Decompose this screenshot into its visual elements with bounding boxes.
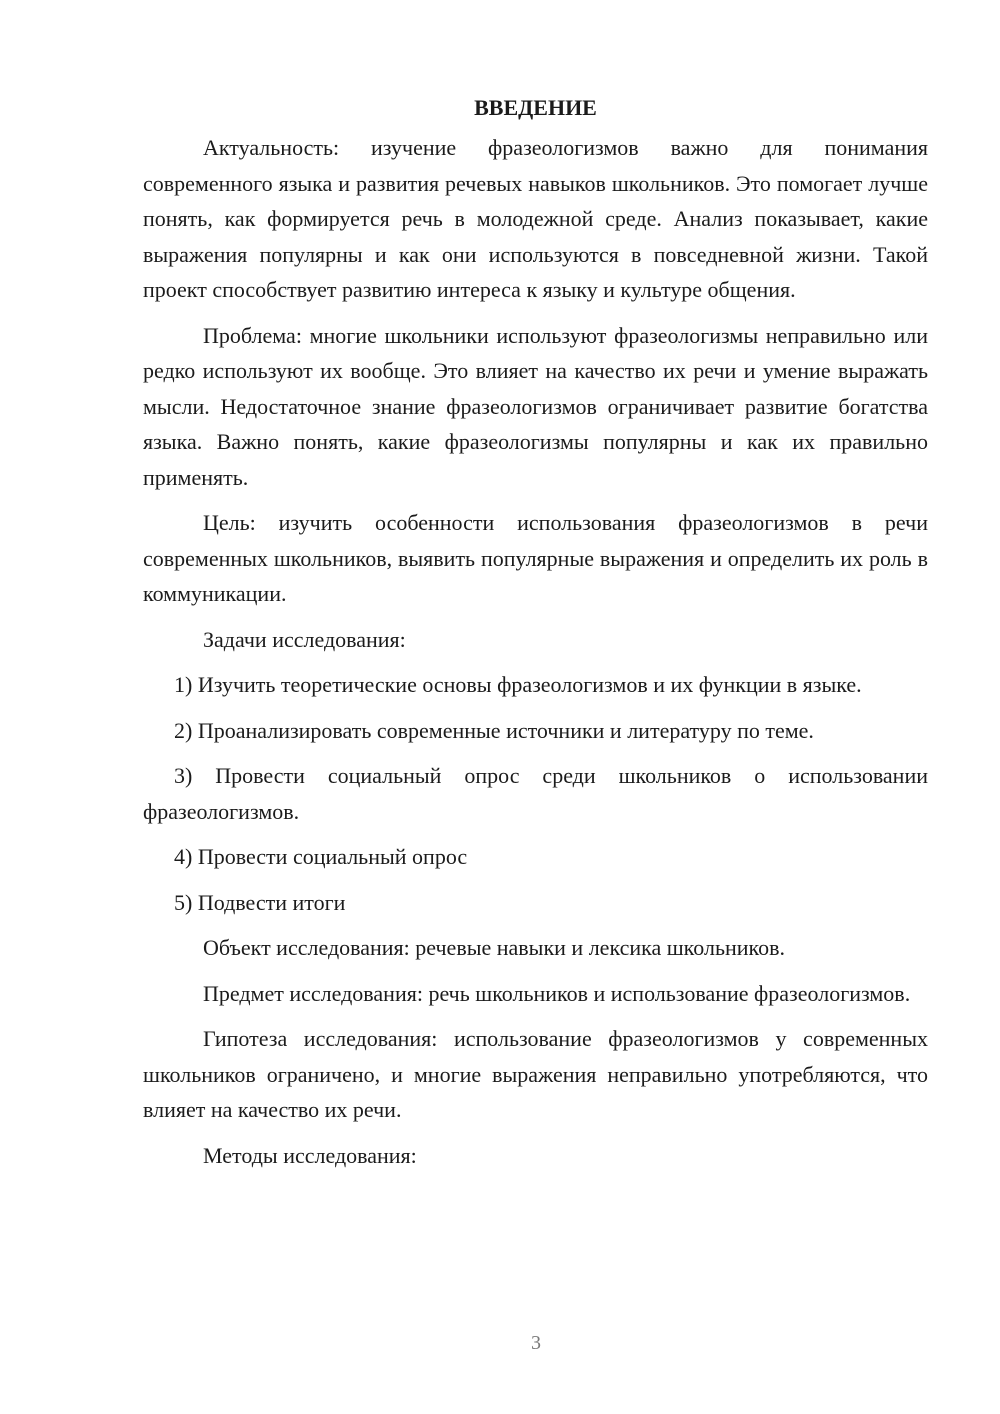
task-item: 4) Провести социальный опрос <box>174 844 468 869</box>
object-paragraph: Объект исследования: речевые навыки и лексика школьников. <box>203 935 785 960</box>
task-item: 3) Провести социальный опрос среди школьников о использовании фразеологизмов. <box>143 763 928 824</box>
document-page <box>143 90 928 1183</box>
task-item: 1) Изучить теоретические основы фразеологизмов и их функции в языке. <box>174 672 862 697</box>
page-title: ВВЕДЕНИЕ <box>474 95 597 120</box>
task-item: 2) Проанализировать современные источники и литературу по теме. <box>174 717 814 743</box>
goal-paragraph: Цель: изучить особенности использования фразеологизмов в речи современных школьников, выявить популярные выражения и определить их роль в коммуникации. <box>143 510 928 606</box>
hypothesis-paragraph: Гипотеза исследования: использование фразеологизмов у современных школьников ограничено, и многие выражения неправильно употребляются, что влияет на качество их речи. <box>143 1026 928 1122</box>
subject-paragraph: Предмет исследования: речь школьников и использование фразеологизмов. <box>203 980 911 1006</box>
task-item: 5) Подвести итоги <box>174 889 346 915</box>
page-number: 3 <box>531 1332 541 1354</box>
problem-paragraph: Проблема: многие школьники используют фразеологизмы неправильно или редко используют их вообще. Это влияет на качество их речи и умение выражать мысли. Недостаточное знание фразеологизмов ограничивает развитие богатства языка. Важно понять, какие фразеологизмы популярны и как их правильно применять. <box>143 322 928 490</box>
methods-heading: Методы исследования: <box>203 1142 417 1168</box>
tasks-heading: Задачи исследования: <box>203 626 406 652</box>
relevance-paragraph: Актуальность: изучение фразеологизмов важно для понимания современного языка и развития речевых навыков школьников. Это помогает лучше понять, как формируется речь в молодежной среде. Анализ показывает, какие выражения популярны и как они используются в повседневной жизни. Такой проект способствует развитию интереса к языку и культуре общения. <box>143 135 928 302</box>
